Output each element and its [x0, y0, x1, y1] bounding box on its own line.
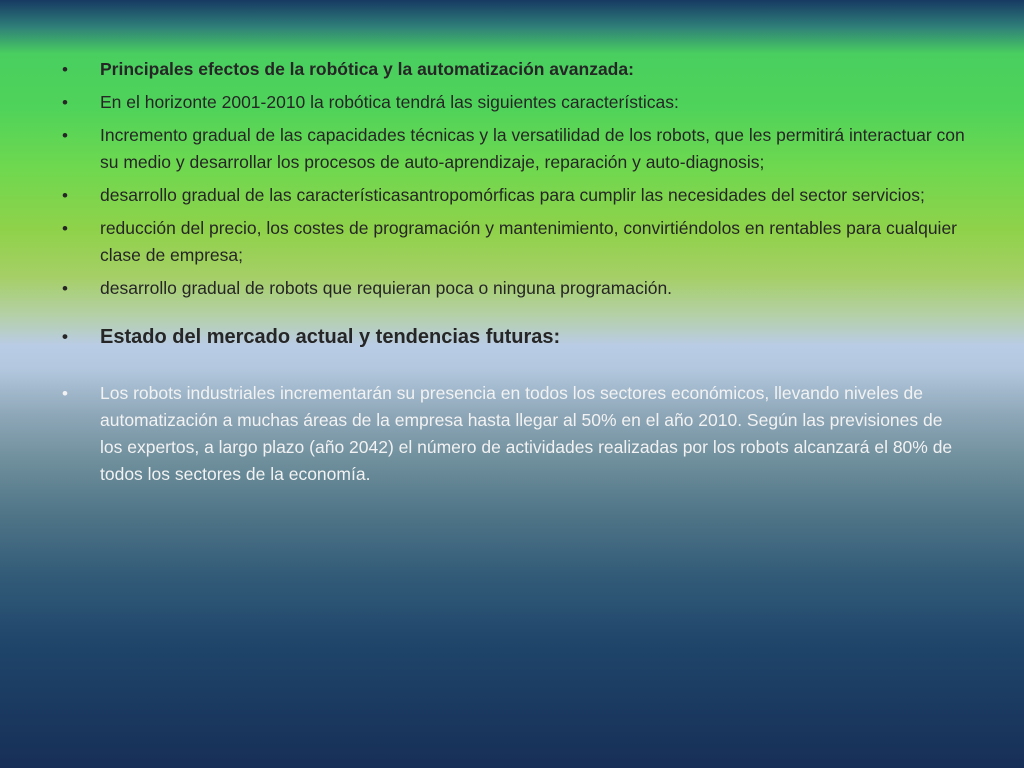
section-heading: [62, 322, 967, 352]
bullet-text: Principales efectos de la robótica y la automatización avanzada:: [100, 59, 634, 79]
bullet-text: Incremento gradual de las capacidades técnicas y la versatilidad de los robots, que les permitirá interactuar con su medio y desarrollar los procesos de auto-aprendizaje, reparación y auto-diagnosis;: [100, 125, 965, 172]
bullet-item: [62, 89, 967, 116]
bullet-dot: •: [62, 219, 68, 238]
bullet-dot: •: [62, 384, 68, 403]
bullet-text: Los robots industriales incrementarán su presencia en todos los sectores económicos, llevando niveles de automatización a muchas áreas de la empresa hasta llegar al 50% en el año 2010. Según las previsiones de los expertos, a largo plazo (año 2042) el número de actividades realizadas por los robots alcanzará el 80% de todos los sectores de la economía.: [100, 383, 953, 484]
bullet-text: En el horizonte 2001-2010 la robótica tendrá las siguientes características:: [100, 92, 679, 112]
slide-content: [62, 56, 967, 494]
bullet-text: desarrollo gradual de robots que requieran poca o ninguna programación.: [100, 278, 673, 298]
bullet-dot: •: [62, 93, 68, 112]
bullet-item-title: [62, 56, 967, 83]
bullet-dot: •: [62, 279, 68, 298]
bullet-item: [62, 215, 967, 269]
section-heading-text: Estado del mercado actual y tendencias futuras:: [100, 326, 561, 348]
bullet-text: desarrollo gradual de las característicasantropomórficas para cumplir las necesidades del sector servicios;: [100, 185, 925, 205]
bullet-item-paragraph: [62, 380, 967, 488]
bullet-text: reducción del precio, los costes de programación y mantenimiento, convirtiéndolos en rentables para cualquier clase de empresa;: [100, 218, 958, 265]
bullet-dot: •: [62, 327, 68, 346]
bullet-item: [62, 275, 967, 302]
bullet-item: [62, 182, 967, 209]
bullet-item: [62, 122, 967, 176]
bullet-dot: •: [62, 126, 68, 145]
bullet-dot: •: [62, 186, 68, 205]
bullet-dot: •: [62, 60, 68, 79]
